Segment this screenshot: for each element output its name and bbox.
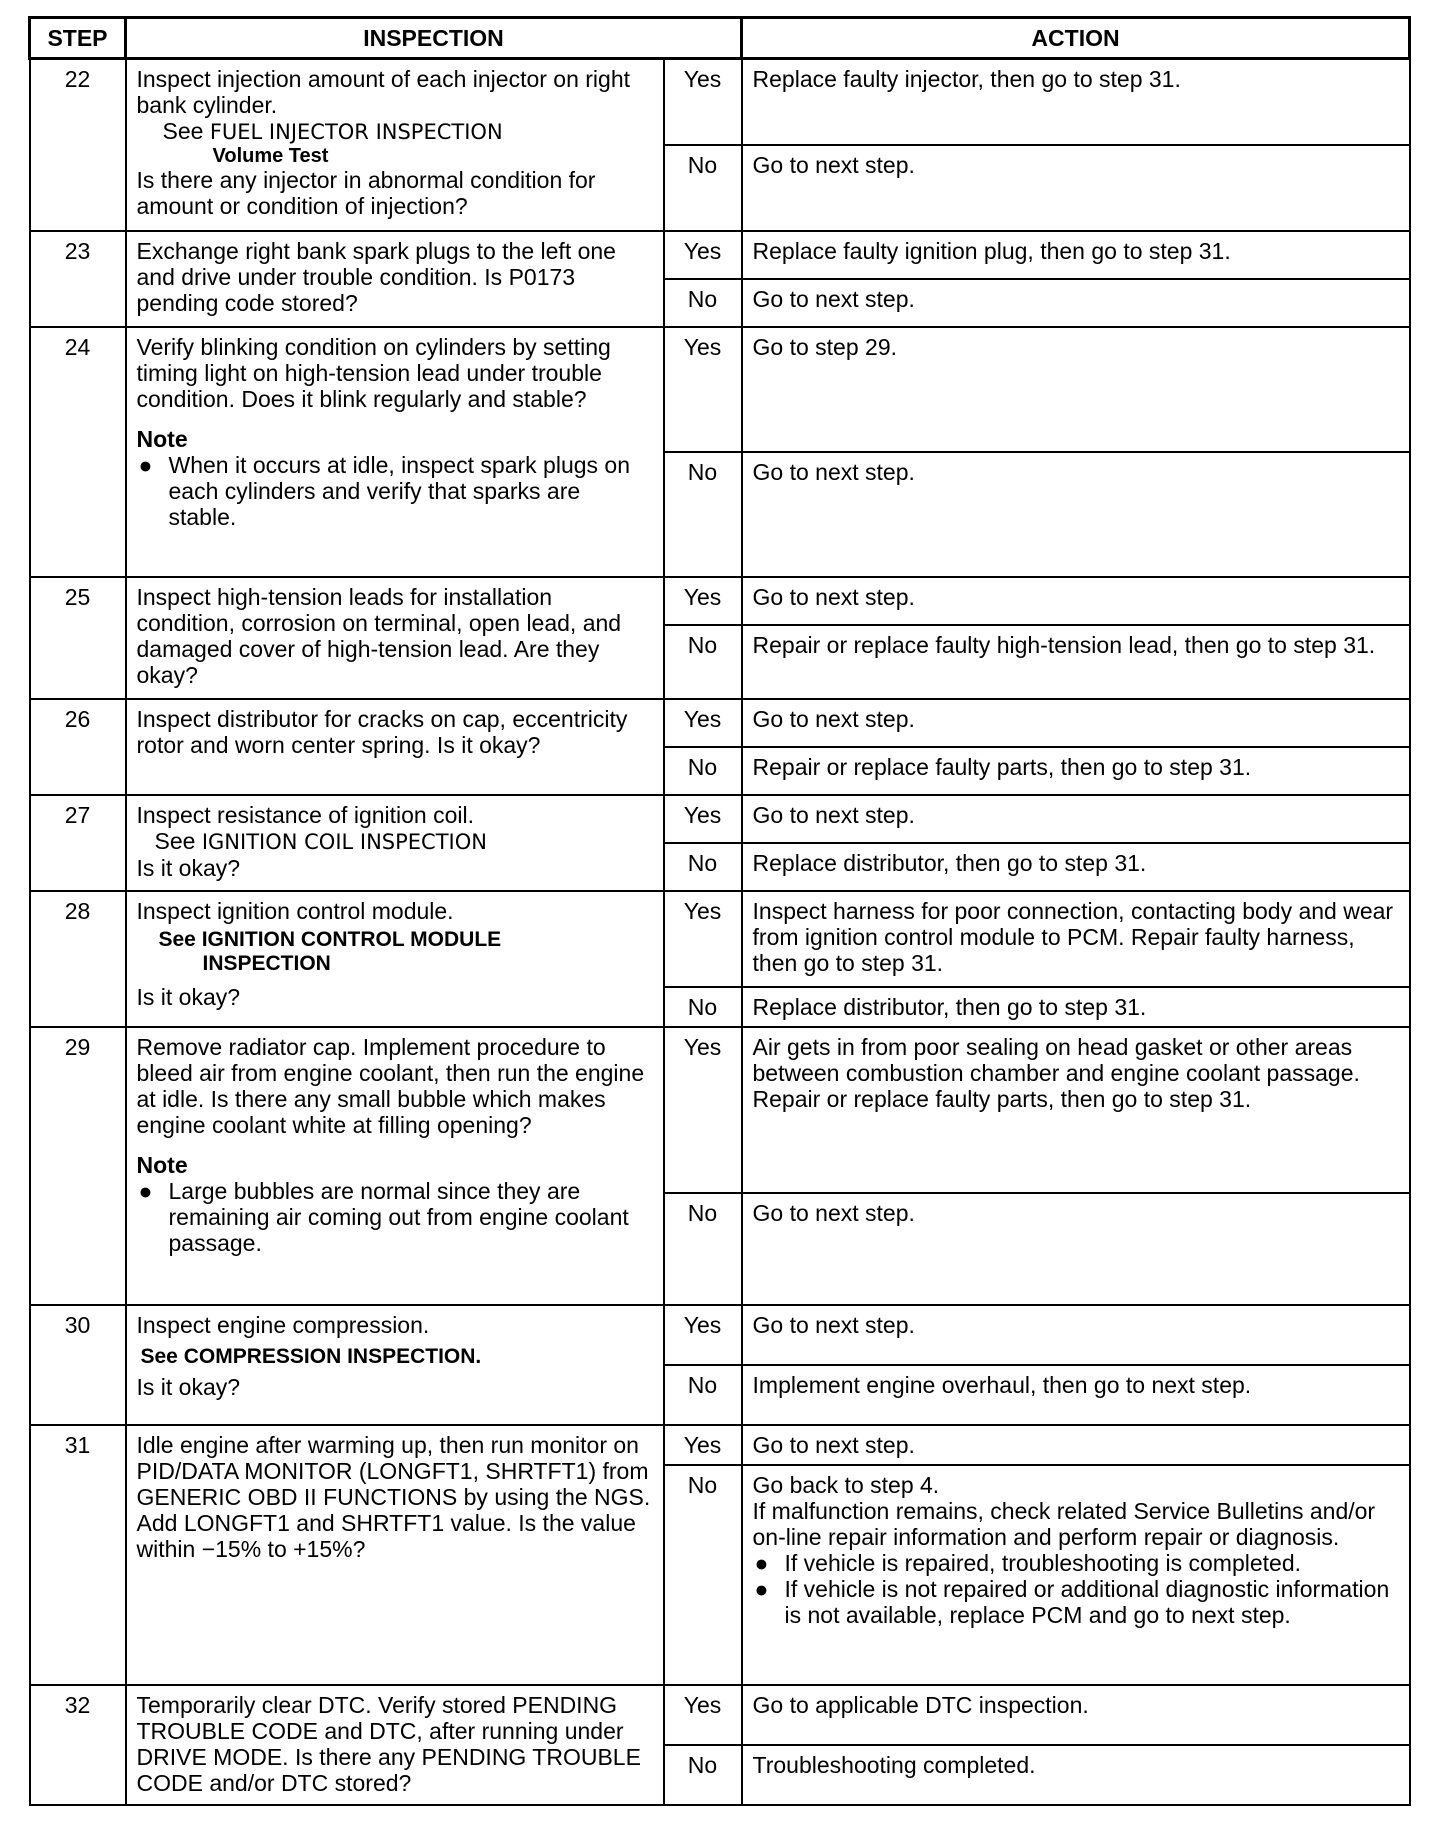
yes-label: Yes (664, 1425, 742, 1465)
yes-action: Inspect harness for poor connection, contacting body and wear from ignition control module to PCM. Repair faulty harness, then go to step 31. (742, 891, 1410, 987)
inspection-text: Inspect ignition control module. (136, 897, 454, 924)
action-bullet (753, 1550, 1399, 1576)
yes-label: Yes (664, 577, 742, 625)
note-bullet (137, 452, 653, 530)
step-number: 22 (30, 59, 126, 231)
inspection-cell (126, 795, 664, 891)
no-action: Repair or replace faulty high-tension lead, then go to step 31. (742, 625, 1410, 699)
yes-label: Yes (664, 1027, 742, 1193)
yes-label: Yes (664, 699, 742, 747)
yes-label: Yes (664, 231, 742, 279)
yes-label: Yes (664, 327, 742, 452)
note-heading: Note (136, 425, 188, 452)
yes-action: Go to next step. (742, 795, 1410, 843)
yes-label: Yes (664, 1685, 742, 1745)
yes-label: Yes (664, 795, 742, 843)
note-text: When it occurs at idle, inspect spark plugs on each cylinders and verify that sparks are stable. (168, 451, 631, 530)
yes-action: Go to step 29. (742, 327, 1410, 452)
yes-action: Go to next step. (742, 1425, 1410, 1465)
no-action-line: If malfunction remains, check related Service Bulletins and/or on-line repair information and perform repair or diagnosis. (752, 1497, 1376, 1550)
step-number: 24 (30, 327, 126, 577)
inspection-text: Exchange right bank spark plugs to the left one and drive under trouble condition. Is P0173 pending code stored? (126, 231, 664, 327)
inspection-text: Remove radiator cap. Implement procedure to bleed air from engine coolant, then run the engine at idle. Is there any small bubble which makes engine coolant white at filling opening? (136, 1033, 645, 1138)
action-bullet-text: If vehicle is repaired, troubleshooting is completed. (784, 1549, 1302, 1576)
bullet-dot: ● (138, 451, 153, 478)
note-text: Large bubbles are normal since they are remaining air coming out from engine coolant passage. (168, 1177, 629, 1256)
yes-action: Air gets in from poor sealing on head gasket or other areas between combustion chamber and engine coolant passage. Repair or replace faulty parts, then go to step 31. (742, 1027, 1410, 1193)
no-label: No (664, 987, 742, 1027)
no-action: Go to next step. (742, 279, 1410, 327)
action-bullet-text: If vehicle is not repaired or additional diagnostic information is not available, replace PCM and go to next step. (784, 1575, 1390, 1628)
inspection-cell (126, 1027, 664, 1305)
see-label: See (140, 1344, 178, 1368)
no-action: Replace distributor, then go to step 31. (742, 987, 1410, 1027)
no-label: No (664, 843, 742, 891)
inspection-text: Inspect resistance of ignition coil. (136, 801, 475, 828)
inspection-question: Is it okay? (136, 983, 241, 1010)
no-action: Go to next step. (742, 145, 1410, 231)
table-row (30, 231, 1410, 279)
inspection-question: Is it okay? (136, 1373, 241, 1400)
troubleshooting-table-sheet (28, 16, 1408, 1806)
header-inspection: INSPECTION (126, 18, 742, 59)
inspection-text: Inspect high-tension leads for installation condition, corrosion on terminal, open lead, and damaged cover of high-tension lead. Are they okay? (126, 577, 664, 699)
inspection-text: Inspect injection amount of each injector on right bank cylinder. (136, 66, 631, 118)
inspection-question: Is there any injector in abnormal condition for amount or condition of injection? (136, 167, 596, 219)
no-label: No (664, 279, 742, 327)
yes-action: Replace faulty injector, then go to step 31. (742, 59, 1410, 145)
table-row (30, 1685, 1410, 1745)
step-number: 30 (30, 1305, 126, 1425)
inspection-text: Inspect distributor for cracks on cap, eccentricity rotor and worn center spring. Is it okay? (126, 699, 664, 795)
see-reference-sub: INSPECTION (202, 951, 331, 975)
step-number: 27 (30, 795, 126, 891)
table-row (30, 1425, 1410, 1465)
note-heading: Note (136, 1151, 188, 1178)
no-label: No (664, 747, 742, 795)
no-label: No (664, 625, 742, 699)
see-reference: IGNITION CONTROL MODULE (201, 927, 502, 951)
see-label: See (154, 827, 196, 854)
no-action: Troubleshooting completed. (742, 1745, 1410, 1805)
step-number: 31 (30, 1425, 126, 1685)
header-step: STEP (30, 18, 126, 59)
step-number: 26 (30, 699, 126, 795)
yes-action: Go to next step. (742, 699, 1410, 747)
inspection-cell (126, 891, 664, 1027)
see-reference: COMPRESSION INSPECTION. (183, 1344, 482, 1368)
inspection-text: Verify blinking condition on cylinders by setting timing light on high-tension lead under trouble condition. Does it blink regularly and stable? (136, 333, 611, 412)
table-row (30, 699, 1410, 747)
yes-label: Yes (664, 891, 742, 987)
see-reference: IGNITION COIL INSPECTION (201, 829, 487, 854)
step-number: 25 (30, 577, 126, 699)
see-label: See (158, 927, 196, 951)
step-number: 29 (30, 1027, 126, 1305)
no-action: Go to next step. (742, 1193, 1410, 1305)
step-number: 32 (30, 1685, 126, 1805)
yes-action: Go to applicable DTC inspection. (742, 1685, 1410, 1745)
inspection-cell (126, 59, 664, 231)
no-action-line: Go back to step 4. (752, 1471, 940, 1498)
table-row (30, 795, 1410, 843)
note-bullet (137, 1178, 653, 1256)
see-reference-sub: Volume Test (212, 145, 329, 167)
yes-label: Yes (664, 59, 742, 145)
no-action-cell (742, 1465, 1410, 1685)
no-action: Repair or replace faulty parts, then go to step 31. (742, 747, 1410, 795)
table-row (30, 59, 1410, 145)
see-reference: FUEL INJECTOR INSPECTION (209, 120, 503, 144)
no-label: No (664, 1465, 742, 1685)
header-row (30, 18, 1410, 59)
action-bullet (753, 1576, 1399, 1628)
no-action: Implement engine overhaul, then go to next step. (742, 1365, 1410, 1425)
inspection-text: Idle engine after warming up, then run monitor on PID/DATA MONITOR (LONGFT1, SHRTFT1) from GENERIC OBD II FUNCTIONS by using the NGS. Add LONGFT1 and SHRTFT1 value. Is the value within −15% to +15%? (126, 1425, 664, 1685)
step-number: 23 (30, 231, 126, 327)
table-row (30, 577, 1410, 625)
table-row (30, 1027, 1410, 1193)
no-label: No (664, 1745, 742, 1805)
inspection-text: Inspect engine compression. (136, 1311, 430, 1338)
yes-action: Go to next step. (742, 577, 1410, 625)
bullet-dot: ● (754, 1549, 769, 1576)
inspection-text: Temporarily clear DTC. Verify stored PENDING TROUBLE CODE and DTC, after running under DRIVE MODE. Is there any PENDING TROUBLE CODE and/or DTC stored? (126, 1685, 664, 1805)
no-action: Replace distributor, then go to step 31. (742, 843, 1410, 891)
table-row (30, 1305, 1410, 1365)
bullet-dot: ● (138, 1177, 153, 1204)
inspection-question: Is it okay? (136, 854, 241, 881)
no-label: No (664, 1365, 742, 1425)
see-label: See (162, 118, 204, 144)
yes-action: Go to next step. (742, 1305, 1410, 1365)
no-label: No (664, 145, 742, 231)
header-action: ACTION (742, 18, 1410, 59)
step-number: 28 (30, 891, 126, 1027)
yes-action: Replace faulty ignition plug, then go to step 31. (742, 231, 1410, 279)
inspection-cell (126, 327, 664, 577)
bullet-dot: ● (754, 1575, 769, 1602)
no-label: No (664, 1193, 742, 1305)
no-action: Go to next step. (742, 452, 1410, 577)
table-row (30, 891, 1410, 987)
troubleshooting-table (28, 16, 1411, 1806)
no-label: No (664, 452, 742, 577)
inspection-cell (126, 1305, 664, 1425)
table-row (30, 327, 1410, 452)
yes-label: Yes (664, 1305, 742, 1365)
